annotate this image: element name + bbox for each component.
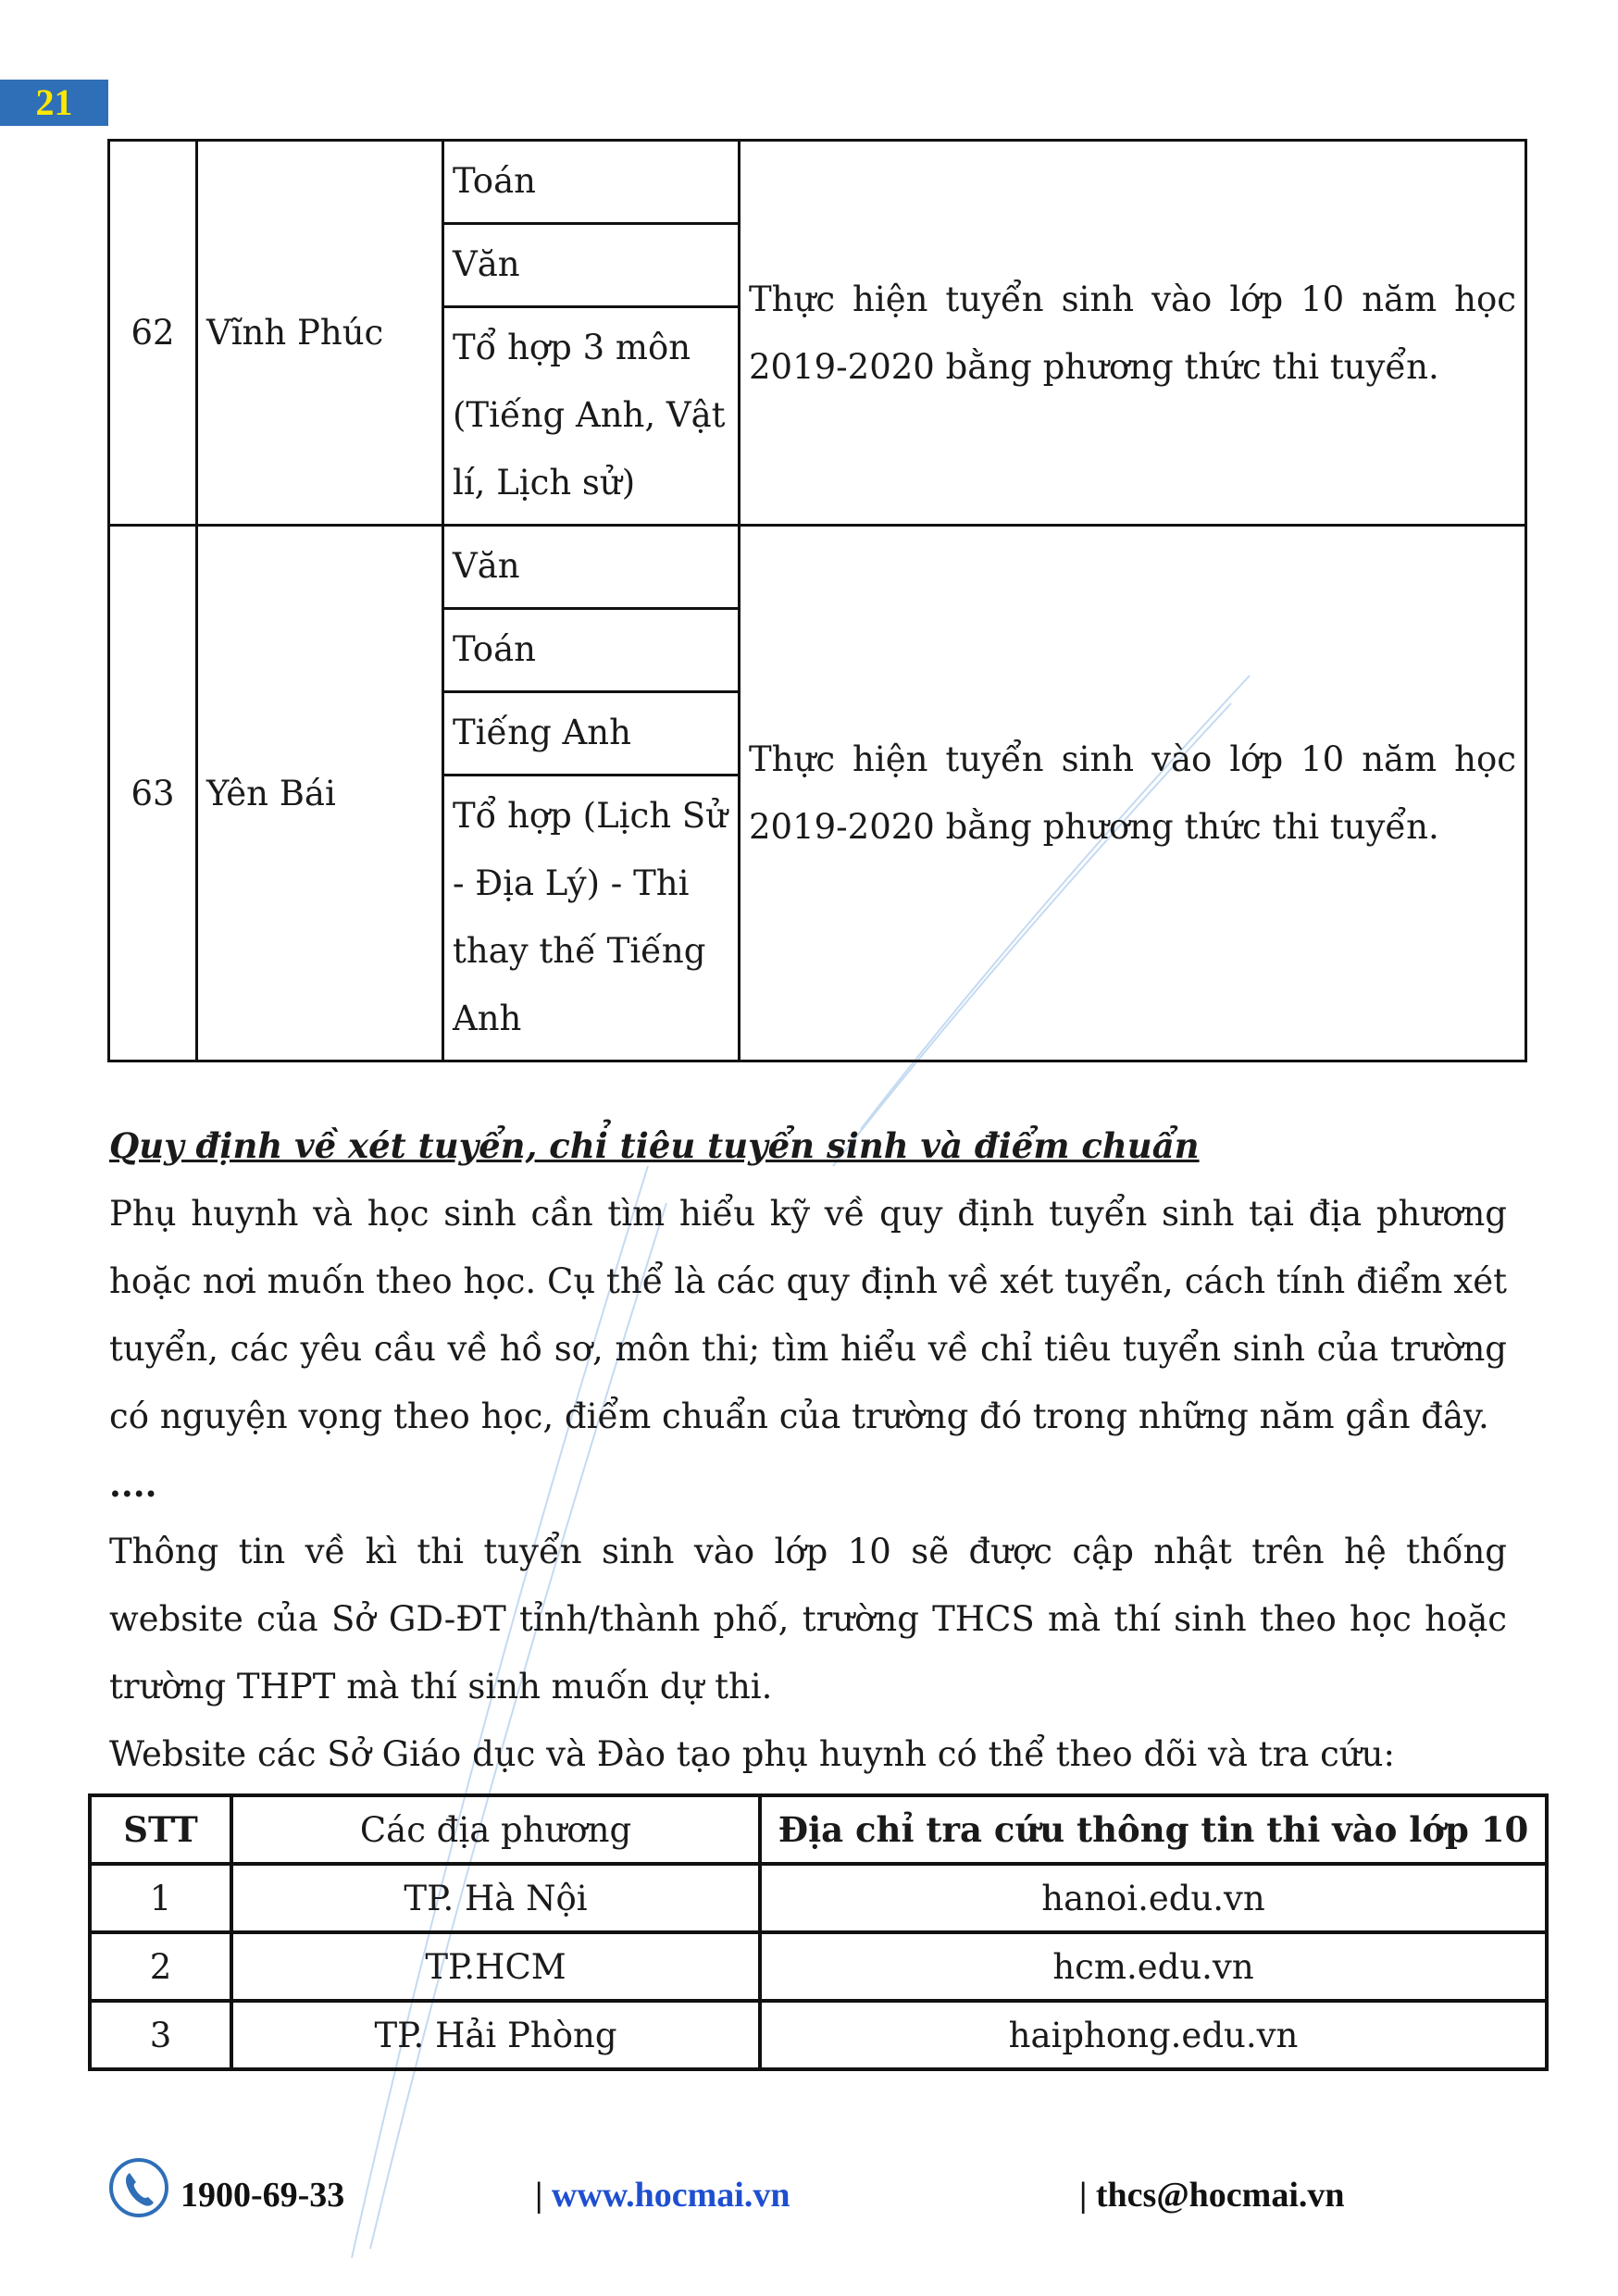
page-number: 21: [0, 80, 108, 126]
footer-email-text[interactable]: thcs@hocmai.vn: [1095, 2176, 1345, 2215]
subject-cell: Tiếng Anh: [443, 692, 740, 776]
row-number: 63: [109, 526, 197, 1061]
cell-stt: 2: [90, 1932, 231, 2001]
subject-cell: Văn: [443, 526, 740, 609]
admission-note: Thực hiện tuyển sinh vào lớp 10 năm học 2019-2020 bằng phương thức thi tuyển.: [740, 526, 1526, 1061]
cell-locality: TP. Hải Phòng: [231, 2001, 760, 2069]
province-name: Vĩnh Phúc: [197, 141, 443, 526]
paragraph-websites-intro: Website các Sở Giáo dục và Đào tạo phụ huynh có thể theo dõi và tra cứu:: [109, 1734, 1395, 1774]
table-row: [109, 526, 1526, 609]
table-header-row: [90, 1795, 1547, 1864]
table-row: [109, 141, 1526, 224]
website-table: [88, 1793, 1549, 2071]
admission-note: Thực hiện tuyển sinh vào lớp 10 năm học 2019-2020 bằng phương thức thi tuyển.: [740, 141, 1526, 526]
cell-stt: 1: [90, 1864, 231, 1932]
subject-cell: Toán: [443, 141, 740, 224]
table-row: [90, 2001, 1547, 2069]
footer-website-text[interactable]: www.hocmai.vn: [551, 2176, 790, 2215]
table-row: [90, 1932, 1547, 2001]
section-heading: Quy định về xét tuyển, chỉ tiêu tuyển sinh và điểm chuẩn: [109, 1125, 1200, 1166]
cell-locality: TP. Hà Nội: [231, 1864, 760, 1932]
footer-separator: |: [1079, 2176, 1088, 2215]
cell-website-link[interactable]: hcm.edu.vn: [760, 1932, 1547, 2001]
table-row: [90, 1864, 1547, 1932]
subject-cell: Văn: [443, 224, 740, 307]
footer-email[interactable]: [1079, 2175, 1345, 2215]
subject-cell: Tổ hợp 3 môn (Tiếng Anh, Vật lí, Lịch sử): [443, 307, 740, 526]
header-address: Địa chỉ tra cứu thông tin thi vào lớp 10: [760, 1795, 1547, 1864]
page-footer: [0, 2154, 1618, 2228]
row-number: 62: [109, 141, 197, 526]
cell-stt: 3: [90, 2001, 231, 2069]
header-locality: Các địa phương: [231, 1795, 760, 1864]
paragraph-updates: Thông tin về kì thi tuyển sinh vào lớp 10 sẽ được cập nhật trên hệ thống website của Sở GD-ĐT tỉnh/thành phố, trường THCS mà thí sinh theo học hoặc trường THPT mà thí sinh muốn dự thi.: [109, 1532, 1507, 1706]
footer-website-link[interactable]: [535, 2175, 790, 2215]
footer-phone[interactable]: 1900-69-33: [180, 2176, 345, 2215]
phone-icon: [107, 2156, 170, 2219]
exam-subjects-table: [107, 139, 1527, 1062]
cell-locality: TP.HCM: [231, 1932, 760, 2001]
cell-website-link[interactable]: hanoi.edu.vn: [760, 1864, 1547, 1932]
ellipsis: ....: [109, 1464, 157, 1505]
cell-website-link[interactable]: haiphong.edu.vn: [760, 2001, 1547, 2069]
footer-separator: |: [535, 2176, 543, 2215]
subject-cell: Toán: [443, 609, 740, 692]
province-name: Yên Bái: [197, 526, 443, 1061]
paragraph-regulations: Phụ huynh và học sinh cần tìm hiểu kỹ về quy định tuyển sinh tại địa phương hoặc nơi muốn theo học. Cụ thể là các quy định về xét tuyển, cách tính điểm xét tuyển, các yêu cầu về hồ sơ, môn thi; tìm hiểu về chỉ tiêu tuyển sinh của trường có nguyện vọng theo học, điểm chuẩn của trường đó trong những năm gần đây.: [109, 1194, 1507, 1436]
subject-cell: Tổ hợp (Lịch Sử - Địa Lý) - Thi thay thế Tiếng Anh: [443, 776, 740, 1061]
header-stt: STT: [90, 1795, 231, 1864]
